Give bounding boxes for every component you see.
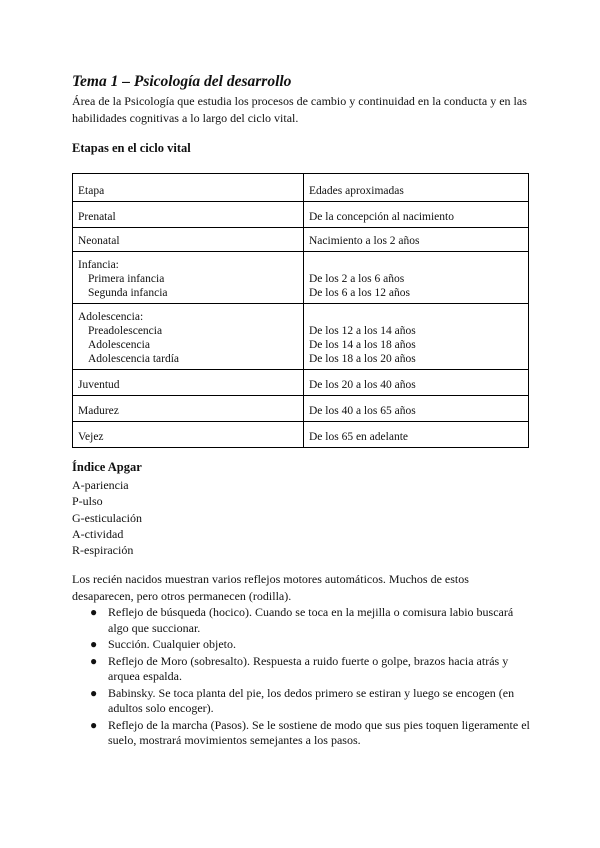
list-item: A-pariencia — [72, 478, 129, 492]
table-row — [73, 370, 529, 396]
age-value: De los 2 a los 6 años — [309, 273, 405, 285]
list-item: A-ctividad — [72, 526, 124, 541]
table-row — [73, 252, 529, 304]
reflex-text: Reflejo de búsqueda (hocico). Cuando se toca en la mejilla o comisura labio buscará algo que succionar. — [108, 605, 514, 635]
table-row — [73, 202, 529, 228]
stages-table — [72, 173, 529, 448]
list-item: R-espiración — [72, 543, 134, 558]
intro-paragraph: Área de la Psicología que estudia los procesos de cambio y continuidad en la conducta y en las habilidades cognitivas a lo largo del ciclo vital. — [72, 94, 527, 125]
list-item — [72, 637, 532, 653]
age-value: De los 6 a los 12 años — [309, 287, 410, 299]
age-value: De los 14 a los 18 años — [309, 339, 416, 351]
table-header-row — [73, 174, 529, 202]
apgar-heading: Índice Apgar — [72, 460, 142, 474]
table-row — [73, 396, 529, 422]
list-item — [72, 654, 532, 685]
stage-cell: Prenatal — [73, 202, 304, 228]
reflex-text: Succión. Cualquier objeto. — [108, 637, 236, 651]
reflex-text: Reflejo de Moro (sobresalto). Respuesta a ruido fuerte o golpe, brazos hacia atrás y arquea espalda. — [108, 653, 509, 683]
list-item — [72, 718, 532, 749]
reflexes-list — [72, 605, 532, 750]
list-item: G-esticulación — [72, 510, 142, 525]
bullet-icon: ● — [90, 685, 98, 700]
stage-cell: Neonatal — [73, 228, 304, 252]
age-cell: De los 20 a los 40 años — [304, 370, 529, 396]
table-row — [73, 304, 529, 370]
substage-label: Preadolescencia — [88, 325, 163, 337]
age-value: De los 18 a los 20 años — [309, 353, 416, 365]
bullet-icon: ● — [90, 717, 98, 732]
group-label: Infancia: — [78, 259, 119, 271]
stage-cell: Madurez — [73, 396, 304, 422]
reflex-text: Reflejo de la marcha (Pasos). Se le sostiene de modo que sus pies toquen ligeramente el suelo, mostrará movimientos semejantes a los pasos. — [108, 717, 530, 747]
substage-label: Adolescencia tardía — [88, 353, 179, 365]
bullet-icon: ● — [90, 653, 98, 668]
stage-cell: Juventud — [73, 370, 304, 396]
bullet-icon: ● — [90, 637, 98, 651]
age-cell: De la concepción al nacimiento — [304, 202, 529, 228]
list-item — [72, 605, 532, 636]
apgar-list — [72, 477, 142, 558]
stage-cell — [73, 252, 304, 304]
page-title: Tema 1 – Psicología del desarrollo — [72, 73, 292, 90]
header-stage: Etapa — [73, 174, 304, 202]
age-cell: De los 40 a los 65 años — [304, 396, 529, 422]
table-row — [73, 422, 529, 448]
age-cell: De los 65 en adelante — [304, 422, 529, 448]
age-cell — [304, 304, 529, 370]
group-label: Adolescencia: — [78, 311, 144, 323]
bullet-icon: ● — [90, 605, 98, 619]
table-row — [73, 228, 529, 252]
substage-label: Segunda infancia — [88, 287, 168, 299]
reflexes-intro: Los recién nacidos muestran varios reflejos motores automáticos. Muchos de estos desaparecen, pero otros permanecen (rodilla). — [72, 572, 469, 603]
stage-cell: Vejez — [73, 422, 304, 448]
list-item — [72, 686, 532, 717]
age-value: De los 12 a los 14 años — [309, 325, 416, 337]
age-cell — [304, 252, 529, 304]
stage-cell — [73, 304, 304, 370]
list-item: P-ulso — [72, 494, 103, 509]
header-age: Edades aproximadas — [304, 174, 529, 202]
substage-label: Adolescencia — [88, 339, 150, 351]
substage-label: Primera infancia — [88, 273, 165, 285]
age-cell: Nacimiento a los 2 años — [304, 228, 529, 252]
reflex-text: Babinsky. Se toca planta del pie, los dedos primero se estiran y luego se encogen (en adultos solo encoger). — [108, 685, 515, 715]
stages-heading: Etapas en el ciclo vital — [72, 141, 191, 155]
